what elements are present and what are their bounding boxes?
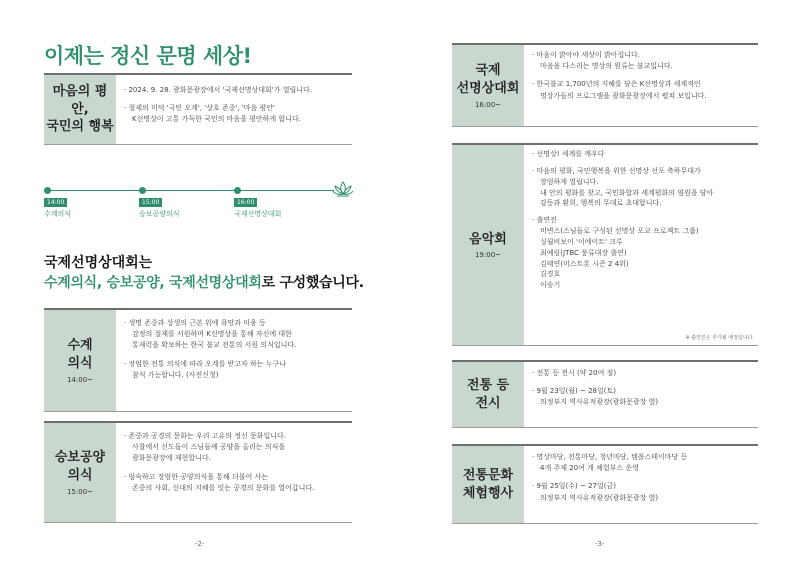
subtitle-highlight-seungbo: 승보공양 bbox=[106, 275, 160, 291]
intl-box-label bbox=[452, 45, 524, 126]
concert-line-3: 장엄하게 열립니다. bbox=[540, 177, 599, 186]
sugye-line-1: · 생명 존중과 상생의 근본 위에 욕망과 미움 등 bbox=[124, 318, 346, 329]
subtitle-separator-1: , bbox=[96, 275, 107, 291]
seungbo-box-body bbox=[116, 423, 352, 522]
seungbo-line-3: 광화문광장에 재현합니다. bbox=[132, 454, 211, 463]
intl-line-1: · 마음이 밝아야 세상이 밝아집니다. bbox=[532, 50, 752, 61]
sugye-label-line-1: 수계 bbox=[67, 338, 93, 354]
seungbo-label-line-2: 의식 bbox=[67, 468, 93, 483]
concert-box bbox=[452, 143, 758, 346]
concert-line-5: 감동과 환희, 행복의 무대로 초대합니다. bbox=[540, 199, 662, 208]
culture-box bbox=[452, 444, 758, 524]
concert-cast-3: 최예림(JTBC 풍류대장 출연) bbox=[540, 248, 627, 257]
concert-cast-4: 김태연(미스트롯 시즌 2 4위) bbox=[540, 259, 629, 268]
sugye-line-3: 통제력을 확보하는 한국 불교 전통의 서원 의식입니다. bbox=[132, 341, 297, 350]
concert-cast-2: 싱월비보이 '이에이트' 크루 bbox=[540, 237, 623, 246]
concert-cast-5: 김경호 bbox=[540, 270, 561, 279]
timeline-name-3: 국제선명상대회 bbox=[234, 210, 282, 218]
tradition-line-2: · 9월 23일(월) ~ 28일(토) bbox=[532, 386, 752, 397]
timeline-dot-3 bbox=[234, 187, 241, 194]
tradition-label-line-2: 전시 bbox=[475, 395, 501, 411]
sugye-label-line-2: 의식 bbox=[67, 356, 93, 371]
timeline-name-2: 승보공양의식 bbox=[139, 210, 180, 218]
intl-label-line-2: 선명상대회 bbox=[456, 81, 520, 96]
seungbo-box-label bbox=[44, 423, 116, 522]
page-number-left: -2- bbox=[195, 540, 205, 548]
concert-line-2: · 마음의 평화, 국민행복을 위한 선명상 선포 축하무대가 bbox=[532, 166, 752, 177]
lotus-icon bbox=[332, 180, 354, 198]
intro-line-1: · 2024. 9. 28. 광화문광장에서 '국제선명상대회'가 열립니다. bbox=[124, 85, 346, 96]
tradition-box bbox=[452, 360, 758, 428]
timeline-time-1: 14:00 bbox=[44, 198, 67, 207]
subtitle-highlight-intl: 국제선명상대회 bbox=[169, 275, 262, 291]
culture-label-line-1: 전통문화 bbox=[462, 467, 514, 483]
subtitle-tail: 로 구성했습니다. bbox=[261, 275, 364, 291]
sugye-line-2: 감정의 절제를 서원하며 K선명상을 통해 자신에 대한 bbox=[132, 330, 292, 339]
program-subtitle-line-2 bbox=[44, 272, 364, 292]
timeline-line bbox=[44, 190, 334, 191]
tradition-box-label bbox=[452, 362, 524, 427]
seungbo-line-5: 존중의 사회, 선대의 지혜를 잇는 공경의 문화를 열어갑니다. bbox=[132, 483, 315, 492]
concert-box-body bbox=[524, 145, 758, 345]
intro-box-body bbox=[116, 75, 352, 144]
program-subtitle-line-1: 국제선명상대회는 bbox=[44, 255, 153, 271]
sugye-box-body bbox=[116, 310, 352, 411]
timeline-dot-1 bbox=[44, 187, 51, 194]
culture-line-1: · 명상마당, 전통마당, 청년마당, 템플스테이마당 등 bbox=[532, 452, 752, 463]
timeline-time-2: 15:00 bbox=[139, 198, 162, 207]
intro-line-2: · 절제의 미덕 '국민 오계', '상호 존중', '마음 평안' bbox=[124, 103, 346, 114]
page-number-right: -3- bbox=[595, 540, 605, 548]
intl-line-4: 명상가들의 프로그램을 광화문광장에서 펼쳐 보입니다. bbox=[540, 91, 707, 100]
tradition-line-3: 의정부지 역사유적광장(광화문광장 옆) bbox=[540, 398, 659, 407]
sugye-box bbox=[44, 308, 352, 412]
seungbo-line-2: 사찰에서 신도들이 스님들께 공양을 올리는 의식을 bbox=[132, 443, 286, 452]
tradition-box-body bbox=[524, 362, 758, 427]
intl-label-line-1: 국제 bbox=[475, 63, 501, 79]
concert-box-label bbox=[452, 145, 524, 345]
intl-box bbox=[452, 43, 758, 127]
concert-cast-6: 이승기 bbox=[540, 281, 561, 290]
subtitle-highlight-sugye: 수계의식 bbox=[44, 275, 97, 291]
intro-box-label bbox=[44, 75, 116, 144]
page-title: 이제는 정신 문명 세상! bbox=[44, 44, 252, 68]
timeline-dot-2 bbox=[139, 187, 146, 194]
intl-time: 16:00~ bbox=[474, 100, 502, 109]
intl-line-3: · 한국불교 1,700년의 지혜를 담은 K선명상과 세계적인 bbox=[532, 79, 752, 90]
concert-cast-heading: · 출연진 bbox=[532, 215, 752, 226]
sugye-line-5: 참석 가능합니다. (사전신청) bbox=[132, 370, 219, 379]
subtitle-separator-2: , bbox=[159, 275, 169, 291]
intro-label-line-2: 국민의 행복 bbox=[46, 119, 114, 135]
timeline-time-3: 16:00 bbox=[234, 198, 257, 207]
concert-line-4: 내 안의 평화를 찾고, 국민화합과 세계평화의 염원을 담아 bbox=[540, 188, 714, 197]
sugye-time: 14:00~ bbox=[66, 375, 94, 384]
culture-line-2: 4개 주제 20여 개 체험부스 운영 bbox=[540, 464, 639, 473]
seungbo-label-line-1: 승보공양 bbox=[54, 450, 106, 466]
tradition-line-1: · 전통 등 전시 (약 20여 점) bbox=[532, 368, 752, 379]
intro-line-3: K선명상이 고통 가득한 국민의 마음을 평안하게 합니다. bbox=[132, 115, 301, 124]
seungbo-time: 15:00~ bbox=[66, 487, 94, 496]
intl-line-2: 마음을 다스리는 명상의 원류는 불교입니다. bbox=[540, 62, 673, 71]
concert-line-1: · 선명상! 세계를 깨우다 bbox=[532, 149, 752, 160]
right-page bbox=[400, 0, 800, 565]
concert-cast-1: 비변스(스님들로 구성된 선명상 포교 프로젝트 그룹) bbox=[540, 227, 699, 236]
sugye-line-4: · 장엄한 전통 의식에 따라 오계를 받고자 하는 누구나 bbox=[124, 359, 346, 370]
timeline-name-1: 수계의식 bbox=[44, 210, 72, 218]
schedule-timeline bbox=[44, 180, 354, 220]
intro-label-line-1: 마음의 평안, bbox=[52, 84, 108, 117]
culture-label-line-2: 체험행사 bbox=[462, 485, 514, 501]
intl-box-body bbox=[524, 45, 758, 126]
culture-line-4: 의정부지 역사유적광장(광화문광장 옆) bbox=[540, 493, 659, 502]
culture-box-body bbox=[524, 446, 758, 523]
sugye-box-label bbox=[44, 310, 116, 411]
culture-line-3: · 9월 25일(수) ~ 27일(금) bbox=[532, 481, 752, 492]
concert-time: 19:00~ bbox=[474, 251, 502, 260]
seungbo-line-1: · 존중과 공경의 문화는 우리 고유의 정신 문화입니다. bbox=[124, 431, 346, 442]
culture-box-label bbox=[452, 446, 524, 523]
seungbo-box bbox=[44, 421, 352, 523]
concert-note: ※ 출연진은 추가될 예정입니다. bbox=[685, 335, 754, 341]
intro-box bbox=[44, 73, 352, 145]
concert-label: 음악회 bbox=[469, 231, 507, 247]
seungbo-line-4: · 엄숙하고 장엄한 공양의식을 통해 더불어 사는 bbox=[124, 472, 346, 483]
tradition-label-line-1: 전통 등 bbox=[466, 377, 510, 393]
